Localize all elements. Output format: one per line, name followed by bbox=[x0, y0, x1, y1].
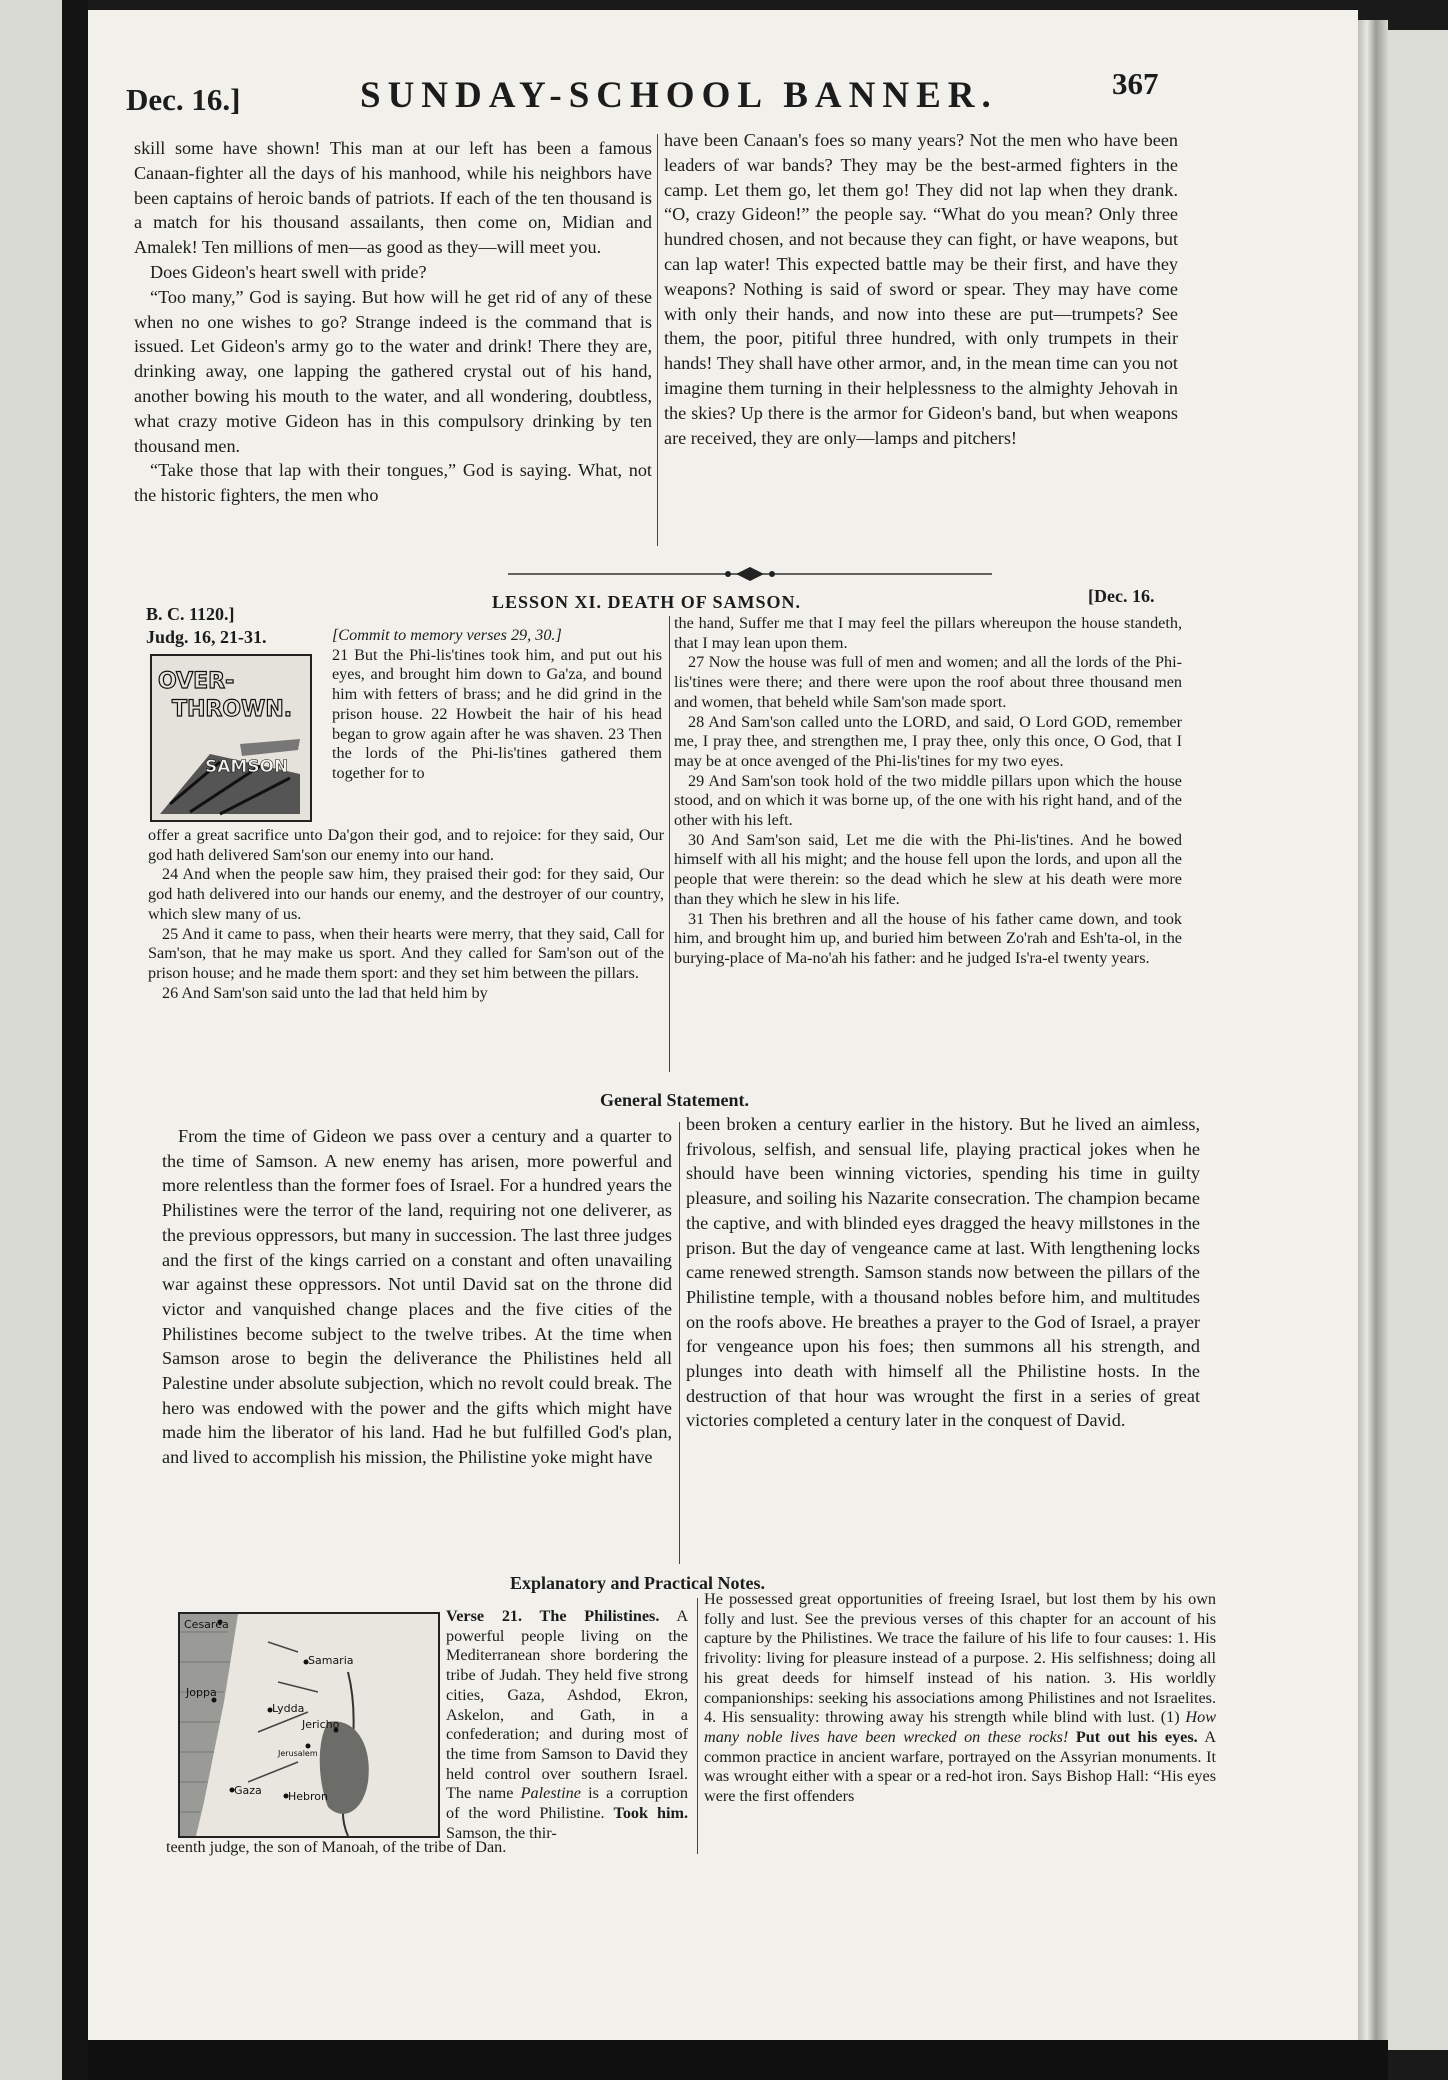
note-text: teenth judge, the son of Manoah, of the tribe of Dan. bbox=[166, 1838, 507, 1856]
cut-lettering: OVER- bbox=[158, 669, 235, 694]
cut-lettering: SAMSON bbox=[205, 757, 289, 777]
next-page-edge bbox=[1388, 30, 1448, 2050]
ornament-divider bbox=[508, 564, 992, 584]
intro-paragraph: have been Canaan's foes so many years? Not the men who have been leaders of war bands? They may be the best-armed fighters in the camp. Let them go, let them go! They did not lap when they drank. “O, crazy Gideon!” the people say. “What do you mean? Only three hundred chosen, and not because they can fight, or have weapons, but can lap water! This expected battle may be their first, and have they weapons? Nothing is said of sword or spear. They may have come with only their hands, and now into these are put—trumpets? See them, the poor, pitiful three hundred, with only trumpets in their hands! They shall have other armor, and, in the mean time can you not imagine them turning in their helplessness to the almighty Jehovah in the skies? Up there is the armor for Gideon's band, but when weapons are received, they are only—lamps and pitchers! bbox=[664, 130, 1178, 448]
lesson-verses-left-top bbox=[332, 626, 662, 784]
map-label: Samaria bbox=[308, 1654, 354, 1667]
notes-left-bottom bbox=[166, 1838, 690, 1858]
scripture-verse: 28 And Sam'son called unto the LORD, and said, O Lord GOD, remember me, I pray thee, and strengthen me, I pray thee, only this once, O God, that I may be at once avenged of the Phi-lis'tines for my two eyes. bbox=[674, 712, 1182, 770]
scripture-verse: 30 And Sam'son said, Let me die with the Phi-lis'tines. And he bowed himself with all his might; and the house fell upon the lords, and upon all the people that were therein: so the dead which he slew at his death were more than they which he slew in his life. bbox=[674, 830, 1182, 908]
intro-paragraph: “Take those that lap with their tongues,” God is saying. What, not the historic fighters, the men who bbox=[134, 460, 652, 506]
general-statement-heading: General Statement. bbox=[600, 1090, 749, 1110]
column-rule bbox=[669, 616, 670, 1072]
map-label: Gaza bbox=[234, 1784, 262, 1797]
intro-paragraph: skill some have shown! This man at our left has been a famous Canaan-fighter all the days of his manhood, while his neighbors have been captains of heroic bands of patriots. If each of the ten thousand is a match for his thousand assailants, then come on, Midian and Amalek! Ten millions of men—as good as they—will meet you. bbox=[134, 138, 652, 258]
note-text: is a corruption of the word Philistine. bbox=[446, 1784, 688, 1823]
note-italic: How many noble lives have been wrecked on these rocks! bbox=[704, 1708, 1216, 1746]
bottom-shadow bbox=[88, 2040, 1388, 2080]
intro-paragraph: “Too many,” God is saying. But how will he get rid of any of these when no one wishes to go? Strange indeed is the command that is issued. Let Gideon's army go to the water and drink! There they are, drinking away, one lapping the gathered crystal out of his hand, another bowing his mouth to the water, and all wondering, doubtless, what crazy motive Gideon has in this compulsory drinking by ten thousand men. bbox=[134, 286, 652, 456]
notes-heading: Explanatory and Practical Notes. bbox=[510, 1573, 765, 1593]
lesson-date: [Dec. 16. bbox=[1088, 586, 1155, 606]
map-label: Jericho bbox=[302, 1718, 340, 1731]
palestine-map bbox=[178, 1612, 440, 1838]
general-statement-left bbox=[162, 1124, 672, 1470]
lesson-title: LESSON XI. DEATH OF SAMSON. bbox=[492, 592, 802, 612]
column-rule bbox=[657, 134, 658, 546]
header-date: Dec. 16.] bbox=[126, 82, 241, 117]
column-rule bbox=[679, 1122, 680, 1564]
general-statement-paragraph: been broken a century earlier in the history. But he lived an aimless, frivolous, selfish, and sensual life, playing practical jokes when he should have been winning victories, spending his time in guilty pleasure, and soiling his Nazarite consecration. The champion became the captive, and with blinded eyes dragged the heavy millstones in the prison. But the day of vengeance came at last. With lengthening locks came renewed strength. Samson stands now between the pillars of the Philistine temple, with a thousand nobles before him, and multitudes on the roofs above. He breathes a prayer to the God of Israel, a prayer for vengeance upon his foes; then summons all his strength, and plunges into death with himself all the Philistine hosts. In the destruction of that hour was wrought the first in a series of great victories completed a century later in the conquest of David. bbox=[686, 1114, 1200, 1431]
general-statement-paragraph: From the time of Gideon we pass over a century and a quarter to the time of Samson. A new enemy has arisen, more powerful and more relentless than the former foes of Israel. For a hundred years the Philistines were the terror of the land, requiring not one deliverer, as the previous oppressors, but many in succession. The last three judges and the first of the kings carried on a constant and often unavailing war against these oppressors. Not until David sat on the throne did victor and vanquished change places and the five cities of the Philistines become subject to the twelve tribes. At the time when Samson arose to begin the deliverance the Philistines held all Palestine under absolute subjection, which no revolt could break. The hero was endowed with the power and the gifts which might have made him the liberator of his land. Had he but fulfilled God's plan, and lived to accomplish his mission, the Philistine yoke might have bbox=[162, 1126, 672, 1468]
scripture-verse: 25 And it came to pass, when their hearts were merry, that they said, Call for Sam'son, that he may make us sport. And they called for Sam'son out of the prison house; and he made them sport: and they set him between the pillars. bbox=[148, 924, 664, 982]
note-keyword: Took him. bbox=[613, 1804, 688, 1823]
note-text: A powerful people living on the Mediterranean shore bordering the tribe of Judah. They held five strong cities, Gaza, Ashdod, Ekron, Askelon, and Gath, in a confederation; and during most of the time from Samson to David they held control over southern Israel. The name bbox=[446, 1607, 689, 1803]
memory-verse-note: [Commit to memory verses 29, 30.] bbox=[332, 626, 562, 644]
lesson-verses-left-bottom bbox=[148, 826, 664, 1003]
map-label: Joppa bbox=[186, 1686, 217, 1699]
previous-page-edge bbox=[0, 0, 62, 2080]
page-number: 367 bbox=[1112, 66, 1159, 101]
intro-left-column bbox=[134, 136, 652, 508]
map-label: Jerusalem bbox=[278, 1749, 318, 1758]
lesson-verses-right bbox=[674, 614, 1182, 969]
gutter-shadow bbox=[62, 0, 88, 2080]
note-text: Samson, the thir- bbox=[446, 1823, 557, 1842]
note-text: He possessed great opportunities of freeing Israel, but lost them by his own folly and lust. See the previous verses of this chapter for an account of his capture by the Philistines. We trace the failure of his life to four causes: 1. His frivolity: living for pleasure instead of a purpose. 2. His selfishness; doing all his great deeds for himself instead of his nation. 3. His worldly companionships: seeking his associations among Philistines and not Israelites. 4. His sensuality: throwing away his strength while blind with lust. (1) bbox=[704, 1590, 1216, 1727]
intro-right-column bbox=[664, 128, 1178, 450]
lesson-date-bc: B. C. 1120.] bbox=[146, 604, 235, 624]
notes-right bbox=[704, 1590, 1216, 1807]
scripture-verse: offer a great sacrifice unto Da'gon their god, and to rejoice: for they said, Our god hath delivered Sam'son our enemy into our hand. bbox=[148, 826, 664, 864]
map-label: Hebron bbox=[288, 1790, 329, 1803]
map-label: Cesarea bbox=[184, 1618, 229, 1631]
scripture-verse: 26 And Sam'son said unto the lad that held him by bbox=[162, 983, 488, 1002]
magazine-title: SUNDAY-SCHOOL BANNER. bbox=[360, 75, 998, 116]
map-label: Lydda bbox=[272, 1702, 305, 1715]
note-keyword: Put out his eyes. bbox=[1075, 1727, 1198, 1746]
scripture-verse: 21 But the Phi-lis'tines took him, and put out his eyes, and brought him down to Ga'za, and bound him with fetters of brass; and he did grind in the prison house. 22 Howbeit the hair of his head began to grow again after he was shaven. 23 Then the lords of the Phi-lis'tines gathered them together for to bbox=[332, 645, 662, 782]
scripture-verse: 27 Now the house was full of men and women; and all the lords of the Phi-lis'tines were there; and there were upon the roof about three thousand men and women, that beheld while Sam'son made sport. bbox=[674, 653, 1182, 711]
cut-lettering: THROWN. bbox=[172, 697, 293, 722]
scripture-verse: 24 And when the people saw him, they praised their god: for they said, Our god hath delivered into our hands our enemy, and the destroyer of our country, which slew many of us. bbox=[148, 865, 664, 923]
intro-paragraph: Does Gideon's heart swell with pride? bbox=[150, 261, 427, 282]
overthrown-woodcut bbox=[150, 654, 312, 822]
scripture-verse: 31 Then his brethren and all the house of his father came down, and took him, and brought him up, and buried him between Zo'rah and Esh'ta-ol, in the burying-place of Ma-no'ah his father: and he judged Is'ra-el twenty years. bbox=[674, 909, 1182, 967]
scripture-reference: Judg. 16, 21-31. bbox=[146, 627, 267, 647]
column-rule bbox=[697, 1598, 698, 1854]
scripture-verse: 29 And Sam'son took hold of the two middle pillars upon which the house stood, and on which it was borne up, of the one with his right hand, and of the other with his left. bbox=[674, 771, 1182, 830]
general-statement-right bbox=[686, 1112, 1200, 1433]
verse-heading: Verse 21. The Philistines. bbox=[446, 1607, 660, 1625]
note-text: A common practice in ancient warfare, portrayed on the Assyrian monuments. It was wrought either with a spear or a red-hot iron. Says Bishop Hall: “His eyes were the first offenders bbox=[704, 1727, 1217, 1806]
notes-left-top bbox=[446, 1607, 688, 1843]
note-italic: Palestine bbox=[520, 1784, 581, 1803]
page-stack-edge bbox=[1358, 20, 1388, 2050]
scripture-verse: the hand, Suffer me that I may feel the pillars whereupon the house standeth, that I may lean upon them. bbox=[674, 614, 1182, 652]
